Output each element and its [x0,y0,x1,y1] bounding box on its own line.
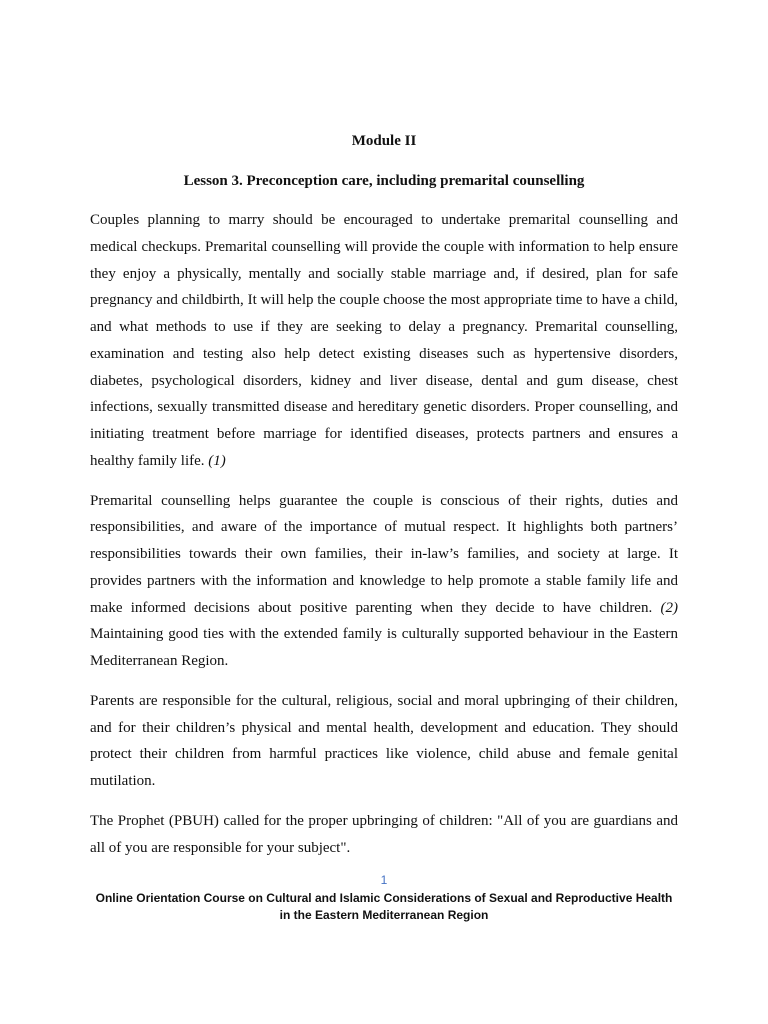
footer [60,890,708,924]
reference-marker-2: (2) [660,599,679,616]
page-number: 1 [380,873,388,887]
reference-marker-1: (1) [208,452,226,469]
footer-line-1: Online Orientation Course on Cultural and Islamic Considerations of Sexual and Reproductive Health [95,891,673,905]
paragraph-4-text: The Prophet (PBUH) called for the proper upbringing of children: "All of you are guardians and all of you are responsible for your subject". [90,812,678,856]
module-title: Module II [351,133,417,149]
paragraph-2 [90,488,678,675]
footer-line-2: in the Eastern Mediterranean Region [279,908,489,922]
paragraph-2-continuation: Maintaining good ties with the extended family is culturally supported behaviour in the Eastern Mediterranean Region. [90,626,678,669]
paragraph-3 [90,688,678,795]
lesson-title: Lesson 3. Preconception care, including premarital counselling [183,173,585,189]
paragraph-2-text: Premarital counselling helps guarantee the couple is conscious of their rights, duties and responsibilities, and aware of the importance of mutual respect. It highlights both partners’ responsibilities towards their own families, their in-law’s families, and society at large. It provides partners with the information and knowledge to help promote a stable family life and make informed decisions about positive parenting when they decide to have children. [90,492,678,616]
paragraph-1 [90,207,678,475]
body-text [90,207,678,874]
paragraph-1-text: Couples planning to marry should be encouraged to undertake premarital counselling and medical checkups. Premarital counselling will provide the couple with information to help ensure they enjoy a physically, mentally and socially stable marriage and, if desired, plan for safe pregnancy and childbirth, It will help the couple choose the most appropriate time to have a child, and what methods to use if they are seeking to delay a pregnancy. Premarital counselling, examination and testing also help detect existing diseases such as hypertensive disorders, diabetes, psychological disorders, kidney and liver disease, dental and gum disease, chest infections, sexually transmitted disease and hereditary genetic disorders. Proper counselling, and initiating treatment before marriage for identified diseases, protects partners and ensures a healthy family life. [90,212,678,469]
paragraph-3-text: Parents are responsible for the cultural, religious, social and moral upbringing of their children, and for their children’s physical and mental health, development and education. They should protect their children from harmful practices like violence, child abuse and female genital mutilation. [90,692,678,789]
paragraph-4 [90,808,678,862]
